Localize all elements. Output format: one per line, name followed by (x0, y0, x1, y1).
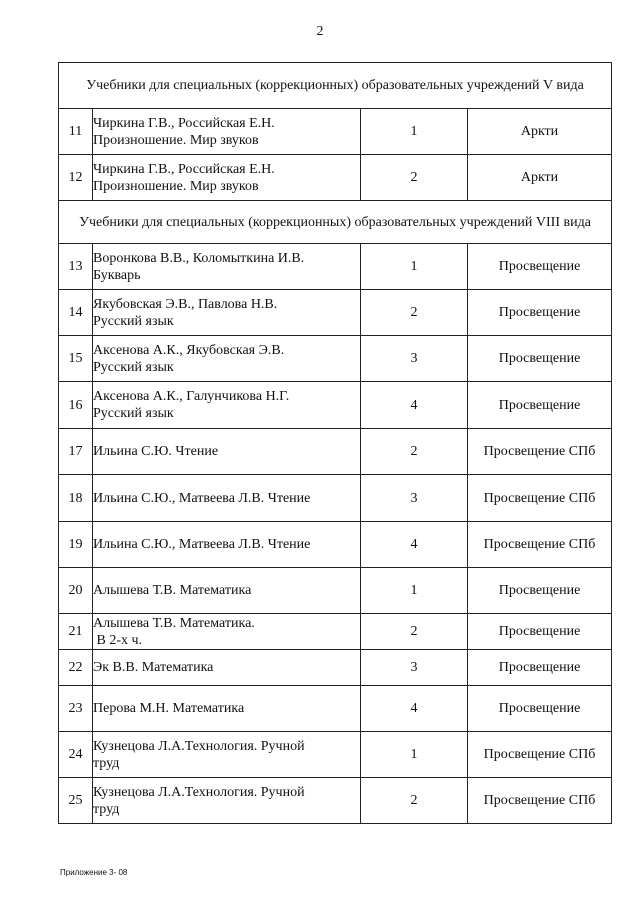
textbook-title-line: Эк В.В. Математика (93, 660, 214, 675)
textbook-title (93, 382, 361, 429)
textbook-title (93, 778, 361, 824)
section-title: Учебники для специальных (коррекционных) образовательных учреждений VIII вида (59, 201, 612, 244)
textbook-title-line: Ильина С.Ю., Матвеева Л.В. Чтение (93, 537, 311, 552)
textbook-title (93, 732, 361, 778)
publisher: Просвещение СПб (468, 522, 612, 568)
publisher: Просвещение СПб (468, 732, 612, 778)
publisher: Аркти (468, 155, 612, 201)
grade: 2 (361, 155, 468, 201)
textbook-title-line: Русский язык (93, 313, 174, 329)
textbook-title-line: Ильина С.Ю. Чтение (93, 444, 219, 459)
publisher: Просвещение СПб (468, 475, 612, 522)
textbook-title-line: Воронкова В.В., Коломыткина И.В. (93, 250, 305, 266)
textbook-title (93, 568, 361, 614)
grade: 4 (361, 522, 468, 568)
table-row (59, 568, 612, 614)
grade: 3 (361, 475, 468, 522)
row-number: 22 (59, 650, 93, 686)
textbook-title-line: Произношение. Мир звуков (93, 178, 259, 194)
textbook-title-line: Кузнецова Л.А.Технология. Ручной (93, 738, 305, 754)
row-number: 23 (59, 686, 93, 732)
row-number: 17 (59, 429, 93, 475)
textbook-title-line: Ильина С.Ю., Матвеева Л.В. Чтение (93, 490, 311, 506)
grade: 3 (361, 650, 468, 686)
footer-note: Приложение 3- 08 (60, 868, 128, 877)
textbook-title (93, 522, 361, 568)
table-row (59, 336, 612, 382)
row-number: 21 (59, 614, 93, 650)
textbook-table-body (59, 63, 612, 824)
table-row (59, 522, 612, 568)
grade: 3 (361, 336, 468, 382)
grade: 1 (361, 109, 468, 155)
textbook-title-line: Аксенова А.К., Якубовская Э.В. (93, 342, 285, 358)
textbook-title-line: Алышева Т.В. Математика (93, 583, 252, 598)
table-row (59, 290, 612, 336)
textbook-title-line: Русский язык (93, 359, 174, 375)
table-row (59, 429, 612, 475)
publisher: Аркти (468, 109, 612, 155)
section-header-row (59, 201, 612, 244)
textbook-title (93, 244, 361, 290)
publisher: Просвещение (468, 382, 612, 429)
grade: 1 (361, 568, 468, 614)
row-number: 16 (59, 382, 93, 429)
textbook-title (93, 155, 361, 201)
publisher: Просвещение (468, 686, 612, 732)
section-title: Учебники для специальных (коррекционных) образовательных учреждений V вида (59, 63, 612, 109)
publisher: Просвещение (468, 614, 612, 650)
textbook-title (93, 650, 361, 686)
publisher: Просвещение (468, 650, 612, 686)
grade: 2 (361, 290, 468, 336)
textbook-title-line: Алышева Т.В. Математика. (93, 615, 255, 631)
table-row (59, 778, 612, 824)
row-number: 13 (59, 244, 93, 290)
row-number: 12 (59, 155, 93, 201)
textbook-title (93, 336, 361, 382)
textbook-title (93, 109, 361, 155)
row-number: 18 (59, 475, 93, 522)
publisher: Просвещение СПб (468, 429, 612, 475)
textbook-title-line: В 2-х ч. (93, 632, 143, 648)
publisher: Просвещение (468, 290, 612, 336)
textbook-table (58, 62, 612, 824)
row-number: 20 (59, 568, 93, 614)
table-row (59, 244, 612, 290)
page-number: 2 (316, 24, 324, 39)
row-number: 24 (59, 732, 93, 778)
textbook-title-line: Якубовская Э.В., Павлова Н.В. (93, 296, 278, 312)
publisher: Просвещение (468, 336, 612, 382)
row-number: 14 (59, 290, 93, 336)
publisher: Просвещение (468, 244, 612, 290)
grade: 1 (361, 244, 468, 290)
table-row (59, 382, 612, 429)
textbook-title-line: Русский язык (93, 406, 174, 421)
grade: 2 (361, 778, 468, 824)
textbook-title (93, 290, 361, 336)
grade: 2 (361, 429, 468, 475)
textbook-title-line: труд (93, 801, 120, 817)
textbook-title-line: Аксенова А.К., Галунчикова Н.Г. (93, 389, 290, 404)
table-row (59, 614, 612, 650)
row-number: 15 (59, 336, 93, 382)
grade: 1 (361, 732, 468, 778)
publisher: Просвещение СПб (468, 778, 612, 824)
textbook-title (93, 686, 361, 732)
textbook-title (93, 614, 361, 650)
row-number: 19 (59, 522, 93, 568)
grade: 4 (361, 382, 468, 429)
grade: 2 (361, 614, 468, 650)
textbook-title-line: Чиркина Г.В., Российская Е.Н. (93, 115, 275, 131)
table-row (59, 109, 612, 155)
section-header-row (59, 63, 612, 109)
table-row (59, 650, 612, 686)
textbook-title-line: Кузнецова Л.А.Технология. Ручной (93, 784, 305, 800)
grade: 4 (361, 686, 468, 732)
textbook-title (93, 429, 361, 475)
textbook-title-line: Букварь (93, 267, 141, 283)
table-row (59, 155, 612, 201)
table-row (59, 732, 612, 778)
row-number: 11 (59, 109, 93, 155)
table-row (59, 475, 612, 522)
table-row (59, 686, 612, 732)
textbook-title-line: Перова М.Н. Математика (93, 701, 245, 716)
textbook-title-line: Чиркина Г.В., Российская Е.Н. (93, 161, 275, 177)
textbook-title-line: труд (93, 755, 120, 771)
row-number: 25 (59, 778, 93, 824)
publisher: Просвещение (468, 568, 612, 614)
textbook-title (93, 475, 361, 522)
textbook-title-line: Произношение. Мир звуков (93, 132, 259, 148)
